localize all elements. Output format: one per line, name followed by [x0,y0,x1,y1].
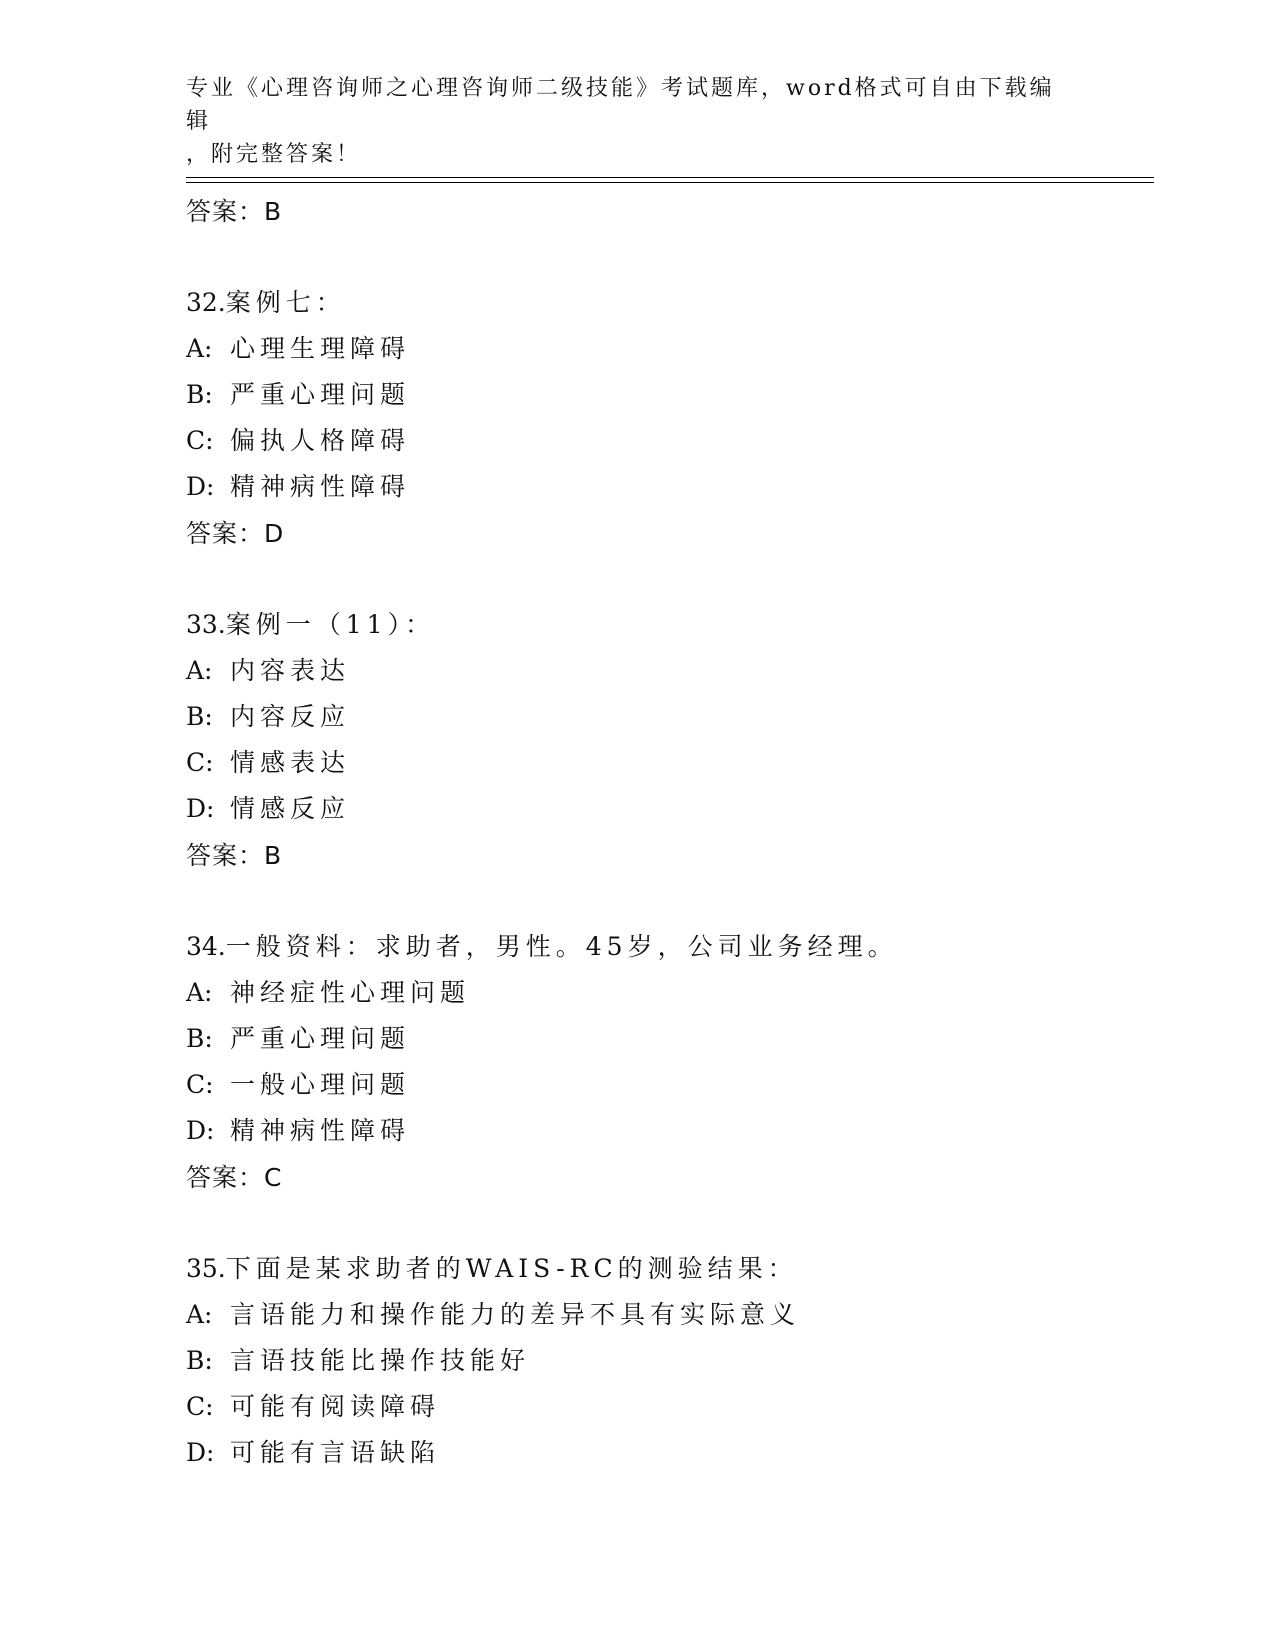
question-32 [186,280,1154,558]
question-text: 案例一（11）： [225,610,436,639]
option-text: 言语技能比操作技能好 [230,1346,531,1375]
option-text: 精神病性障碍 [230,472,411,501]
question-text: 下面是某求助者的WAIS-RC的测验结果： [225,1254,798,1283]
option-letter: B: [186,380,213,409]
option-letter: B: [186,1024,213,1053]
question-number: 32. [186,288,226,317]
option-letter: B: [186,1346,213,1375]
option-letter: C: [186,748,214,777]
option-text: 神经症性心理问题 [230,978,471,1007]
option-letter: D: [186,1116,215,1145]
question-text: 一般资料：求助者，男性。45岁，公司业务经理。 [225,932,898,961]
question-list [186,188,1154,1476]
option-text: 可能有阅读障碍 [230,1392,441,1421]
question-answer: 答案：D [186,519,285,548]
question-stem [186,1246,1154,1292]
option-letter: A: [186,1300,213,1329]
option-c [186,1062,1154,1108]
option-d [186,1430,1154,1476]
option-b [186,1016,1154,1062]
option-b [186,1338,1154,1384]
option-text: 严重心理问题 [230,1024,411,1053]
question-number: 34. [186,932,226,961]
option-letter: B: [186,702,213,731]
option-text: 可能有言语缺陷 [230,1438,441,1467]
option-d [186,786,1154,832]
option-text: 偏执人格障碍 [230,426,411,455]
option-text: 情感表达 [230,748,351,777]
option-c [186,740,1154,786]
option-d [186,464,1154,510]
option-text: 言语能力和操作能力的差异不具有实际意义 [230,1300,801,1329]
option-text: 内容反应 [230,702,351,731]
option-text: 心理生理障碍 [230,334,411,363]
option-letter: C: [186,1392,214,1421]
question-33 [186,602,1154,880]
header-divider-bottom [186,182,1154,183]
option-b [186,694,1154,740]
question-stem [186,924,1154,970]
option-d [186,1108,1154,1154]
option-letter: D: [186,1438,215,1467]
option-text: 精神病性障碍 [230,1116,411,1145]
question-number: 35. [186,1254,226,1283]
option-b [186,372,1154,418]
question-text: 案例七： [225,288,346,317]
previous-answer: 答案：B [186,197,283,226]
option-letter: D: [186,794,215,823]
option-text: 情感反应 [230,794,351,823]
option-letter: A: [186,334,213,363]
option-c [186,418,1154,464]
option-a [186,970,1154,1016]
option-letter: A: [186,656,213,685]
header-line-2: ，附完整答案！ [186,142,362,167]
question-stem [186,280,1154,326]
option-letter: C: [186,426,214,455]
option-a [186,1292,1154,1338]
option-text: 内容表达 [230,656,351,685]
question-35 [186,1246,1154,1476]
question-number: 33. [186,610,226,639]
question-stem [186,602,1154,648]
option-a [186,648,1154,694]
option-letter: A: [186,978,213,1007]
option-text: 严重心理问题 [230,380,411,409]
header-divider-top [186,177,1154,178]
question-answer: 答案：B [186,841,283,870]
question-34 [186,924,1154,1202]
option-letter: D: [186,472,215,501]
option-a [186,326,1154,372]
option-letter: C: [186,1070,214,1099]
option-c [186,1384,1154,1430]
document-header [186,72,1066,171]
question-answer: 答案：C [186,1163,283,1192]
option-text: 一般心理问题 [230,1070,411,1099]
header-line-1: 专业《心理咨询师之心理咨询师二级技能》考试题库，word格式可自由下载编辑 [186,76,1055,134]
